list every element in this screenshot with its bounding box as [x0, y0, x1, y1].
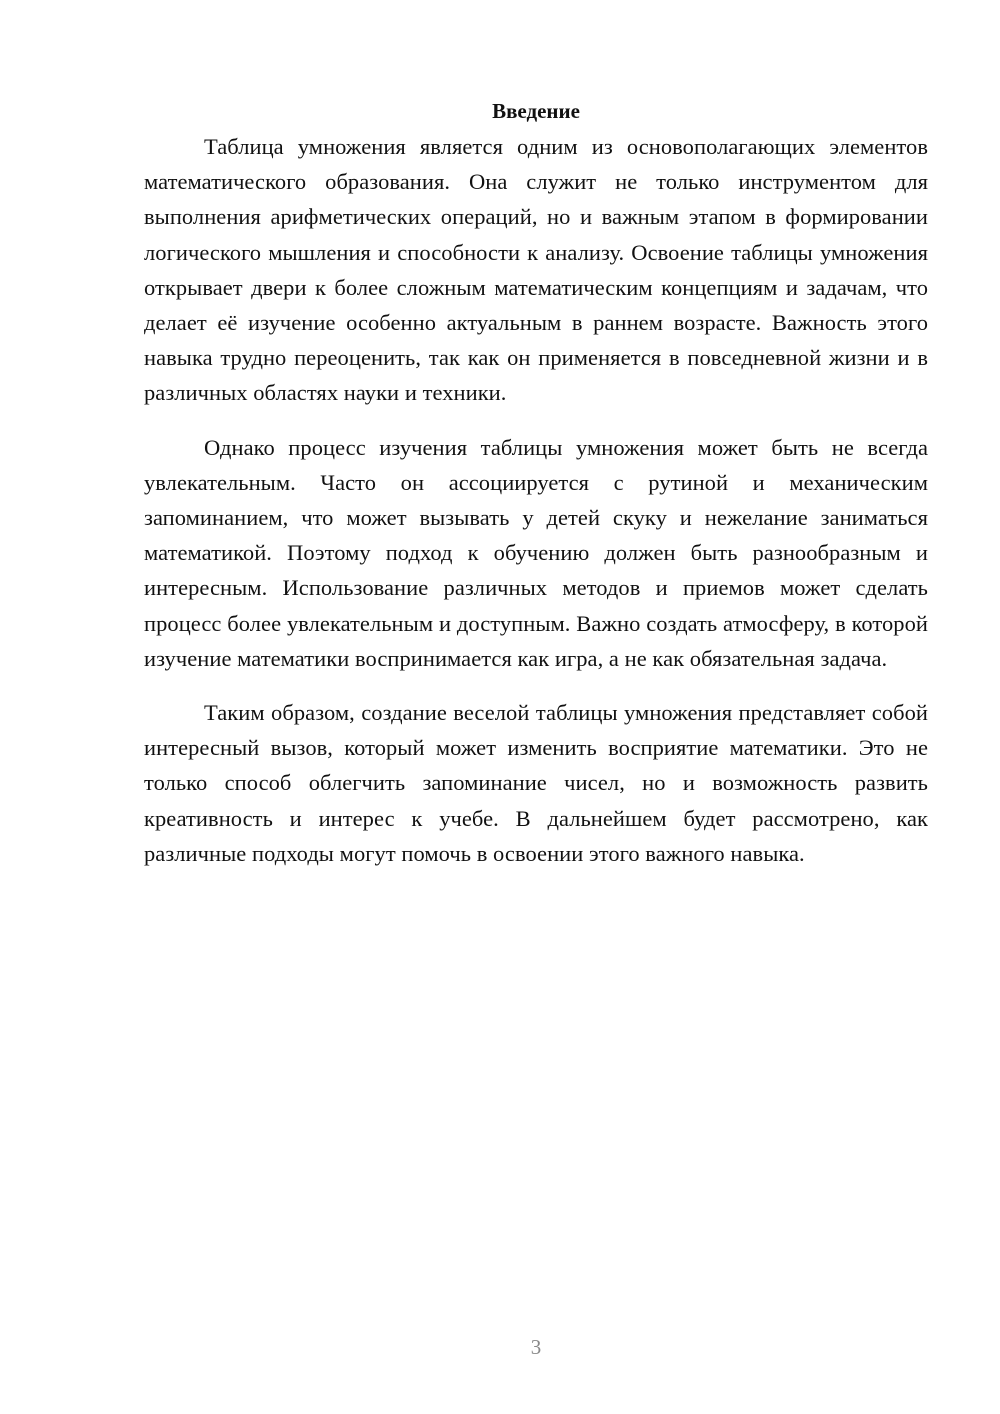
page-number: 3	[530, 1335, 542, 1359]
paragraph-3: Таким образом, создание веселой таблицы умножения представляет собой интересный вызов, который может изменить восприятие математики. Это не только способ облегчить запоминание чисел, но и возможность развить креативность и интерес к учебе. В дальнейшем будет рассмотрено, как различные подходы могут помочь в освоении этого важного навыка.	[144, 700, 928, 866]
paragraph-2: Однако процесс изучения таблицы умножения может быть не всегда увлекательным. Часто он ассоциируется с рутиной и механическим запоминанием, что может вызывать у детей скуку и нежелание заниматься математикой. Поэтому подход к обучению должен быть разнообразным и интересным. Использование различных методов и приемов может сделать процесс более увлекательным и доступным. Важно создать атмосферу, в которой изучение математики воспринимается как игра, а не как обязательная задача.	[144, 434, 928, 671]
paragraph-1: Таблица умножения является одним из основополагающих элементов математического образования. Она служит не только инструментом для выполнения арифметических операций, но и важным этапом в формировании логического мышления и способности к анализу. Освоение таблицы умножения открывает двери к более сложным математическим концепциям и задачам, что делает её изучение особенно актуальным в раннем возрасте. Важность этого навыка трудно переоценить, так как он применяется в повседневной жизни и в различных областях науки и техники.	[144, 134, 928, 406]
page-content	[144, 94, 928, 871]
section-title: Введение	[492, 99, 580, 123]
